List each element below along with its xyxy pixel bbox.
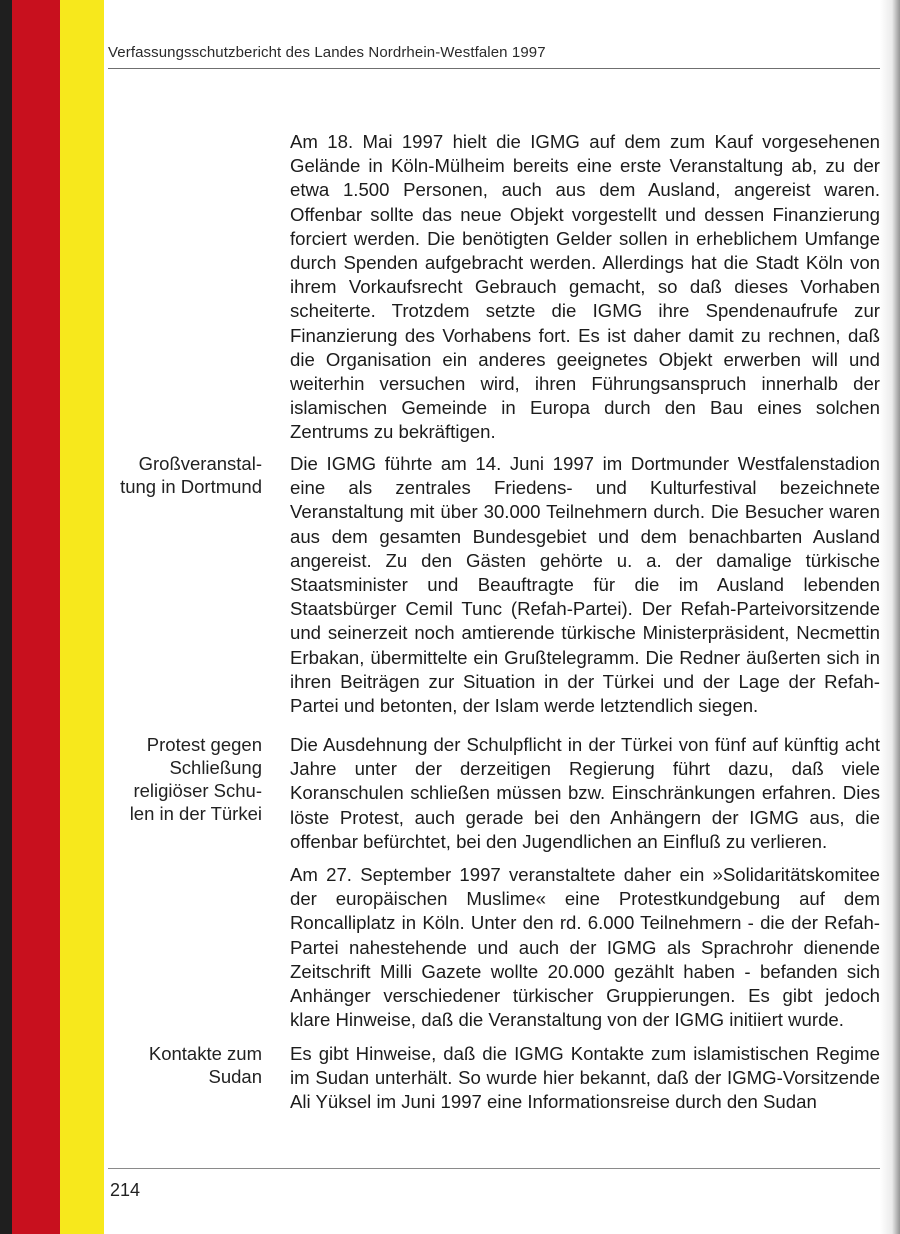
- margin-note-text: Protest gegen Schließung religiöser Schu- len in der Türkei: [129, 734, 262, 824]
- margin-note-dortmund: [92, 452, 262, 498]
- flag-stripe-black: [0, 0, 12, 1234]
- margin-note-sudan: [92, 1042, 262, 1088]
- page-number: 214: [110, 1180, 141, 1200]
- paragraph-cologne-protest: Am 27. September 1997 veranstaltete daher ein »Solidaritätskomitee der europäischen Muslime« eine Protestkundgebung auf dem Roncalliplatz in Köln. Unter den rd. 6.000 Teilnehmern - die der Refah-Partei nahestehende und auch der IGMG als Sprachrohr dienende Zeitschrift Milli Gazete wollte 20.000 gezählt haben - befanden sich Anhänger verschiedener türkischer Gruppierungen. Es gibt jedoch klare Hinweise, daß die Veranstaltung von der IGMG initiiert wurde.: [290, 864, 880, 1031]
- margin-note-protest: [92, 733, 262, 825]
- margin-note-text: Kontakte zum Sudan: [148, 1043, 262, 1087]
- running-header: Verfassungsschutzbericht des Landes Nordrhein-Westfalen 1997: [108, 44, 546, 61]
- footer-rule: [108, 1168, 880, 1169]
- paragraph-mulheim: Am 18. Mai 1997 hielt die IGMG auf dem zum Kauf vorgesehenen Gelände in Köln-Mülheim bereits eine erste Veranstaltung ab, zu der etwa 1.500 Personen, auch aus dem Ausland, angereist waren. Offenbar sollte das neue Objekt vorgestellt und dessen Finanzierung forciert werden. Die benötigten Gelder sollen in erheblichem Umfange durch Spenden aufgebracht werden. Allerdings hat die Stadt Köln von ihrem Vorkaufsrecht Gebrauch gemacht, so daß dieses Vorhaben scheiterte. Trotzdem setzte die IGMG ihre Spendenaufrufe zur Finanzierung des Vorhabens fort. Es ist daher damit zu rechnen, daß die Organisation ein anderes geeignetes Objekt erwerben will und weiterhin versuchen wird, ihren Führungsanspruch innerhalb der islamischen Gemeinde in Europa durch den Bau eines solchen Zentrums zu bekräftigen.: [290, 131, 880, 443]
- margin-note-text: Großveranstal- tung in Dortmund: [120, 453, 262, 497]
- paragraph-schools: Die Ausdehnung der Schulpflicht in der Türkei von fünf auf künftig acht Jahre unter der derzeitigen Regierung führt dazu, daß viele Koranschulen schließen müssen bzw. Einschränkungen erfahren. Dies löste Protest, auch gerade bei den Anhängern der IGMG aus, die offenbar befürchtet, bei den Jugendlichen an Einfluß zu verlieren.: [290, 734, 880, 852]
- page-edge-shadow: [880, 0, 900, 1234]
- paragraph-sudan: Es gibt Hinweise, daß die IGMG Kontakte zum islamistischen Regime im Sudan unterhält. So wurde hier bekannt, daß der IGMG-Vorsitzende Ali Yüksel im Juni 1997 eine Informationsreise durch den Sudan: [290, 1043, 880, 1113]
- header-rule: [108, 68, 880, 69]
- paragraph-dortmund: Die IGMG führte am 14. Juni 1997 im Dortmunder Westfalenstadion eine als zentrales Friedens- und Kulturfestival bezeichnete Veranstaltung mit über 30.000 Teilnehmern durch. Die Besucher waren aus dem gesamten Bundesgebiet und dem benachbarten Ausland angereist. Zu den Gästen gehörte u. a. der damalige türkische Staatsminister und Beauftragte für die im Ausland lebenden Staatsbürger Cemil Tunc (Refah-Partei). Der Refah-Parteivorsitzende und seinerzeit noch amtierende türkische Ministerpräsident, Necmettin Erbakan, übermittelte ein Grußtelegramm. Die Redner äußerten sich in ihren Beiträgen zur Situation in der Türkei und der Lage der Refah-Partei und betonten, der Islam werde letztendlich siegen.: [290, 453, 880, 717]
- flag-stripe-red: [12, 0, 60, 1234]
